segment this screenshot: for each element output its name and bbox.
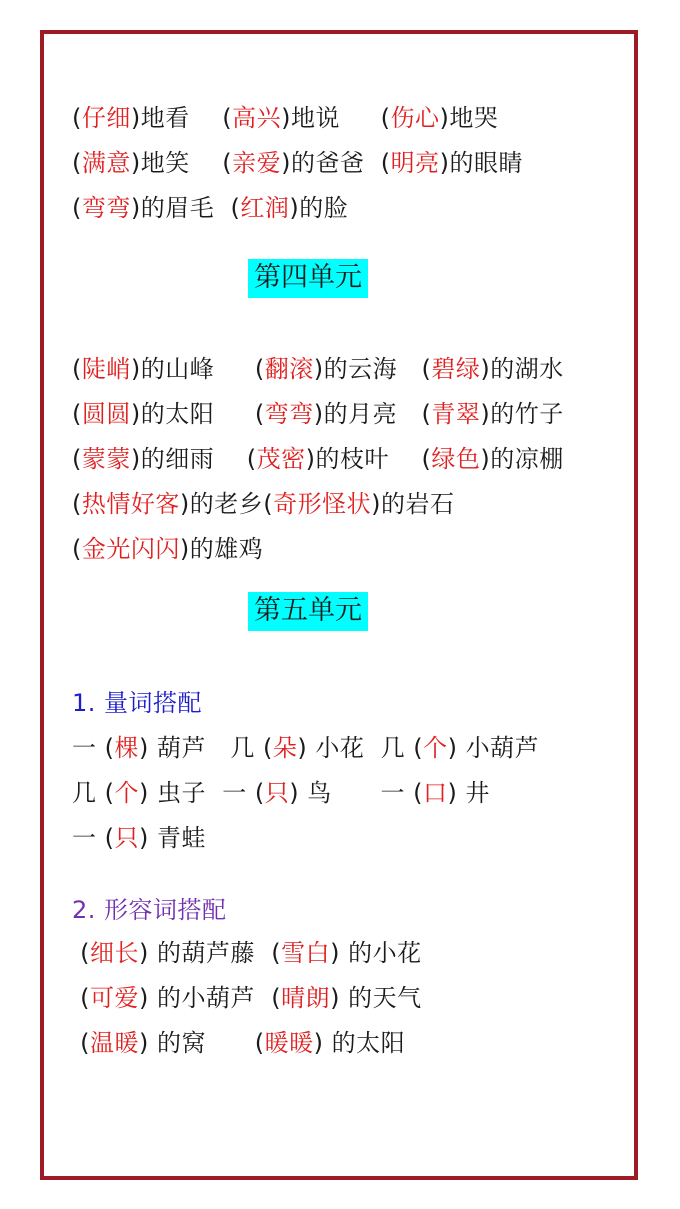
text-segment: )地看 (	[130, 104, 233, 132]
answer-text: 个	[423, 734, 448, 762]
text-segment: )的凉棚	[480, 445, 564, 473]
text-segment: (	[72, 194, 82, 222]
unit-header-highlight: 第五单元	[248, 592, 368, 631]
text-line	[72, 976, 614, 1021]
text-segment: )地哭	[439, 104, 499, 132]
answer-text: 青翠	[431, 400, 481, 428]
text-segment: )的眉毛 (	[130, 194, 241, 222]
answer-text: 只	[114, 824, 139, 852]
text-segment: )的竹子	[480, 400, 564, 428]
unit5-header	[72, 588, 614, 634]
text-line	[72, 186, 614, 231]
text-line	[72, 527, 614, 572]
text-segment: )的岩石	[371, 490, 455, 518]
worksheet-content	[44, 34, 634, 1176]
answer-text: 茂密	[256, 445, 306, 473]
text-segment: ) 小花 几 (	[297, 734, 424, 762]
answer-text: 仔细	[81, 104, 131, 132]
text-segment: )的雄鸡	[179, 535, 264, 563]
answer-text: 热情好客	[81, 490, 180, 518]
answer-text: 金光闪闪	[81, 535, 180, 563]
unit4-collocation-lines	[72, 347, 614, 572]
answer-text: 红润	[240, 194, 290, 222]
answer-text: 暖暖	[264, 1029, 314, 1057]
answer-text: 温暖	[90, 1029, 139, 1057]
text-segment: ) 的太阳	[313, 1029, 406, 1057]
answer-text: 个	[114, 779, 139, 807]
text-segment: (	[72, 535, 82, 563]
text-segment: 一 (	[72, 734, 115, 762]
text-segment: (	[72, 1029, 90, 1057]
text-segment: ) 的窝 (	[139, 1029, 265, 1057]
page-border-frame	[40, 30, 638, 1180]
text-line	[72, 816, 614, 861]
answer-text: 高兴	[232, 104, 282, 132]
answer-text: 奇形怪状	[273, 490, 372, 518]
measure-word-section-header: 1. 量词搭配	[72, 689, 203, 717]
text-segment: )的眼睛	[439, 149, 523, 177]
answer-text: 亲爱	[232, 149, 282, 177]
text-line	[72, 482, 614, 527]
text-line	[72, 96, 614, 141]
text-segment: (	[72, 939, 90, 967]
answer-text: 明亮	[390, 149, 440, 177]
text-segment: (	[72, 400, 82, 428]
text-line	[72, 771, 614, 816]
answer-text: 圆圆	[81, 400, 131, 428]
answer-text: 可爱	[90, 984, 139, 1012]
text-segment: )的山峰 (	[130, 355, 265, 383]
answer-text: 朵	[272, 734, 298, 762]
adjective-section-header: 2. 形容词搭配	[72, 896, 227, 924]
answer-text: 伤心	[390, 104, 440, 132]
text-segment: ) 小葫芦	[447, 734, 540, 762]
text-segment: ) 的小葫芦 (	[139, 984, 282, 1012]
answer-text: 细长	[90, 939, 139, 967]
text-line	[72, 931, 614, 976]
text-segment: )的脸	[289, 194, 349, 222]
unit3-collocation-lines	[72, 96, 614, 231]
text-segment: ) 的小花	[330, 939, 422, 967]
text-segment: (	[72, 984, 90, 1012]
text-line	[72, 726, 614, 771]
answer-text: 晴朗	[281, 984, 331, 1012]
answer-text: 蒙蒙	[81, 445, 131, 473]
text-segment: ) 井	[447, 779, 491, 807]
text-segment: (	[72, 104, 82, 132]
text-segment: )地说 (	[281, 104, 391, 132]
answer-text: 口	[423, 779, 448, 807]
text-segment: ) 青蛙	[139, 824, 206, 852]
text-segment: (	[72, 149, 82, 177]
unit-header-highlight: 第四单元	[248, 259, 368, 298]
text-segment: ) 的葫芦藤 (	[139, 939, 282, 967]
text-segment: 一 (	[72, 824, 115, 852]
text-line	[72, 437, 614, 482]
answer-text: 棵	[114, 734, 139, 762]
adjective-lines	[72, 931, 614, 1066]
text-segment: (	[72, 355, 82, 383]
answer-text: 陡峭	[81, 355, 131, 383]
text-line	[72, 1021, 614, 1066]
answer-text: 绿色	[431, 445, 481, 473]
text-segment: )的枝叶 (	[305, 445, 432, 473]
text-segment: (	[72, 490, 82, 518]
text-segment: )的月亮 (	[313, 400, 432, 428]
text-segment: )的湖水	[480, 355, 564, 383]
answer-text: 满意	[81, 149, 131, 177]
text-segment: ) 虫子 一 (	[139, 779, 265, 807]
text-segment: )地笑 (	[130, 149, 233, 177]
text-segment: ) 的天气	[330, 984, 422, 1012]
text-segment: )的云海 (	[313, 355, 432, 383]
text-segment: )的老乡(	[179, 490, 274, 518]
text-segment: ) 葫芦 几 (	[139, 734, 273, 762]
text-segment: ) 鸟 一 (	[289, 779, 424, 807]
text-segment: 几 (	[72, 779, 115, 807]
answer-text: 雪白	[281, 939, 331, 967]
unit4-header	[72, 255, 614, 301]
answer-text: 碧绿	[431, 355, 481, 383]
measure-word-lines	[72, 726, 614, 861]
text-line	[72, 347, 614, 392]
answer-text: 只	[264, 779, 290, 807]
answer-text: 弯弯	[81, 194, 131, 222]
text-segment: (	[72, 445, 82, 473]
text-line	[72, 392, 614, 437]
answer-text: 弯弯	[264, 400, 314, 428]
text-segment: )的太阳 (	[130, 400, 265, 428]
text-segment: )的细雨 (	[130, 445, 257, 473]
text-segment: )的爸爸 (	[281, 149, 391, 177]
text-line	[72, 141, 614, 186]
answer-text: 翻滚	[264, 355, 314, 383]
